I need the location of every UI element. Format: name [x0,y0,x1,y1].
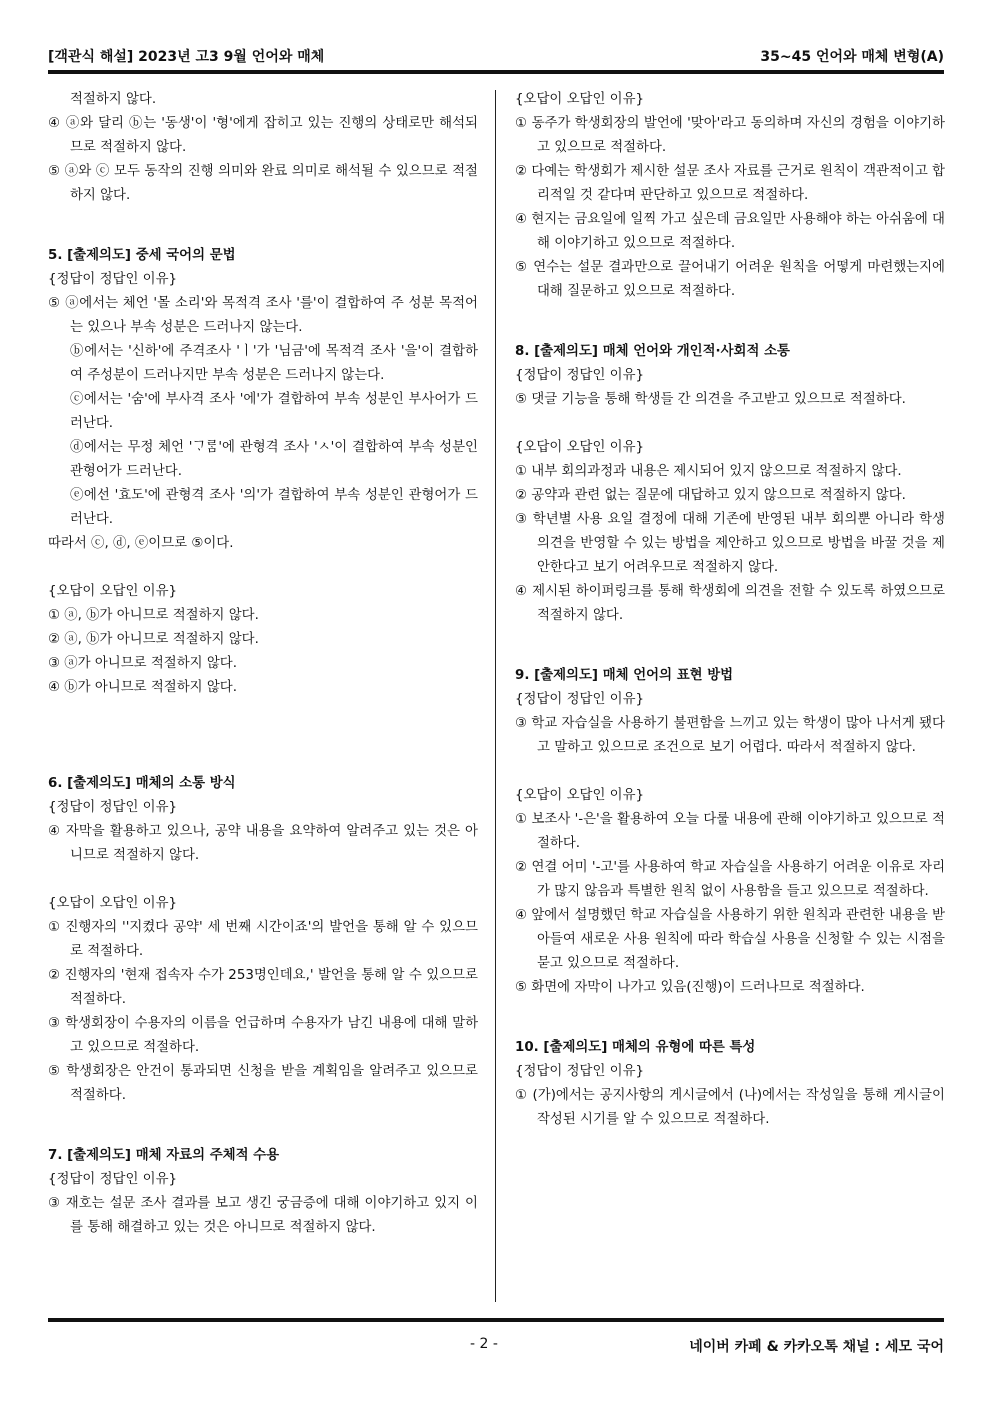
correct-heading: {정답이 정답인 이유} [515,1064,645,1079]
answer-item: ④ 앞에서 설명했던 학교 자습실을 사용하기 위한 원칙과 관련한 내용을 받아들여 새로운 사용 원칙에 따라 학습실 사용을 신청할 수 있는 시점을 묻고 있으므로 적절하다. [515,908,945,971]
page-number: - 2 - [470,1336,498,1352]
answer-item: ② 진행자의 '현재 접속자 수가 253명인데요,' 발언을 통해 알 수 있으므로 적절하다. [48,968,478,1007]
answer-item: ⑤ 화면에 자막이 나가고 있음(진행)이 드러나므로 적절하다. [515,980,865,995]
section-title-q5: 5. [출제의도] 중세 국어의 문법 [48,248,236,263]
answer-item: ③ 학교 자습실을 사용하기 불편함을 느끼고 있는 학생이 많아 나서게 됐다고 말하고 있으므로 조건으로 보기 어렵다. 따라서 적절하지 않다. [515,716,945,755]
page-header [48,42,944,70]
answer-item: ④ 현지는 금요일에 일찍 가고 싶은데 금요일만 사용해야 하는 아쉬움에 대해 이야기하고 있으므로 적절하다. [515,212,945,251]
answer-item: ④ 제시된 하이퍼링크를 통해 학생회에 의견을 전할 수 있도록 하였으므로 적절하지 않다. [515,584,945,623]
answer-item: ⑤ 연수는 설문 결과만으로 끌어내기 어려운 원칙을 어떻게 마련했는지에 대해 질문하고 있으므로 적절하다. [515,260,945,299]
answer-item: ② 연결 어미 '-고'를 사용하여 학교 자습실을 사용하기 어려운 이유로 자리가 많지 않음과 특별한 원칙 없이 사용함을 들고 있으므로 적절하다. [515,860,945,899]
left-column [48,88,478,1240]
section-title-q8: 8. [출제의도] 매체 언어와 개인적·사회적 소통 [515,344,790,359]
correct-heading: {정답이 정답인 이유} [48,1172,178,1187]
wrong-heading: {오답이 오답인 이유} [515,92,645,107]
wrong-heading: {오답이 오답인 이유} [48,584,178,599]
section-title-q7: 7. [출제의도] 매체 자료의 주체적 수용 [48,1148,280,1163]
conclusion: 따라서 ⓒ, ⓓ, ⓔ이므로 ⑤이다. [48,536,234,551]
answer-item: ④ ⓑ가 아니므로 적절하지 않다. [48,680,237,695]
answer-item: ③ 학생회장이 수용자의 이름을 언급하며 수용자가 남긴 내용에 대해 말하고 있으므로 적절하다. [48,1016,478,1055]
correct-heading: {정답이 정답인 이유} [515,368,645,383]
answer-item: ② 공약과 관련 없는 질문에 대답하고 있지 않으므로 적절하지 않다. [515,488,906,503]
wrong-heading: {오답이 오답인 이유} [515,440,645,455]
answer-item: ⑤ 학생회장은 안건이 통과되면 신청을 받을 계획임을 알려주고 있으므로 적절하다. [48,1064,478,1103]
header-title: [객관식 해설] 2023년 고3 9월 언어와 매체 [48,49,325,65]
text-line: 적절하지 않다. [70,92,157,107]
answer-item: ① (가)에서는 공지사항의 게시글에서 (나)에서는 작성일을 통해 게시글이 작성된 시기를 알 수 있으므로 적절하다. [515,1088,945,1127]
section-title-q6: 6. [출제의도] 매체의 소통 방식 [48,776,236,791]
footer-channel: 네이버 카페 & 카카오톡 채널 : 세모 국어 [689,1339,944,1355]
correct-heading: {정답이 정답인 이유} [48,800,178,815]
answer-detail: ⓓ에서는 무정 체언 'ᄀᆞᄅᆞᆷ'에 관형격 조사 'ㅅ'이 결합하여 부속 성분인 관형어가 드러난다. [70,440,478,479]
answer-item: ③ 재호는 설문 조사 결과를 보고 생긴 궁금증에 대해 이야기하고 있지 이를 통해 해결하고 있는 것은 아니므로 적절하지 않다. [48,1196,478,1235]
answer-item: ① 보조사 '-은'을 활용하여 오늘 다룰 내용에 관해 이야기하고 있으므로 적절하다. [515,812,945,851]
answer-item: ① ⓐ, ⓑ가 아니므로 적절하지 않다. [48,608,259,623]
answer-item: ④ 자막을 활용하고 있으나, 공약 내용을 요약하여 알려주고 있는 것은 아니므로 적절하지 않다. [48,824,478,863]
answer-item: ⑤ ⓐ에서는 체언 '몰 소리'와 목적격 조사 '를'이 결합하여 주 성분 목적어는 있으나 부속 성분은 드러나지 않는다. [48,296,478,335]
top-rule [48,70,944,74]
answer-item: ③ ⓐ가 아니므로 적절하지 않다. [48,656,237,671]
right-column [515,88,945,1132]
answer-detail: ⓔ에선 '효도'에 관형격 조사 '의'가 결합하여 부속 성분인 관형어가 드러난다. [70,488,478,527]
answer-item: ② ⓐ, ⓑ가 아니므로 적절하지 않다. [48,632,259,647]
answer-item: ① 내부 회의과정과 내용은 제시되어 있지 않으므로 적절하지 않다. [515,464,902,479]
answer-item: ⑤ 댓글 기능을 통해 학생들 간 의견을 주고받고 있으므로 적절하다. [515,392,906,407]
bottom-rule [48,1318,944,1322]
answer-item: ④ ⓐ와 달리 ⓑ는 '동생'이 '형'에게 잡히고 있는 진행의 상태로만 해석되므로 적절하지 않다. [48,116,478,155]
answer-item: ② 다예는 학생회가 제시한 설문 조사 자료를 근거로 원칙이 객관적이고 합리적일 것 같다며 판단하고 있으므로 적절하다. [515,164,945,203]
header-subtitle: 35~45 언어와 매체 변형(A) [760,49,944,65]
answer-item: ⑤ ⓐ와 ⓒ 모두 동작의 진행 의미와 완료 의미로 해석될 수 있으므로 적절하지 않다. [48,164,478,203]
answer-item: ③ 학년별 사용 요일 결정에 대해 기존에 반영된 내부 회의뿐 아니라 학생 의견을 반영할 수 있는 방법을 제안하고 있으므로 방법을 바꿀 것을 제안한다고 보기 어려우므로 적절하지 않다. [515,512,945,575]
answer-item: ① 동주가 학생회장의 발언에 '맞아'라고 동의하며 자신의 경험을 이야기하고 있으므로 적절하다. [515,116,945,155]
column-divider [495,90,496,1302]
section-title-q10: 10. [출제의도] 매체의 유형에 따른 특성 [515,1040,756,1055]
wrong-heading: {오답이 오답인 이유} [515,788,645,803]
correct-heading: {정답이 정답인 이유} [515,692,645,707]
answer-item: ① 진행자의 ''지켰다 공약' 세 번째 시간이죠'의 발언을 통해 알 수 있으므로 적절하다. [48,920,478,959]
correct-heading: {정답이 정답인 이유} [48,272,178,287]
wrong-heading: {오답이 오답인 이유} [48,896,178,911]
answer-detail: ⓒ에서는 '숨'에 부사격 조사 '에'가 결합하여 부속 성분인 부사어가 드러난다. [70,392,478,431]
section-title-q9: 9. [출제의도] 매체 언어의 표현 방법 [515,668,734,683]
answer-detail: ⓑ에서는 '신하'에 주격조사 'ㅣ'가 '님금'에 목적격 조사 '을'이 결합하여 주성분이 드러나지만 부속 성분은 드러나지 않는다. [70,344,478,383]
